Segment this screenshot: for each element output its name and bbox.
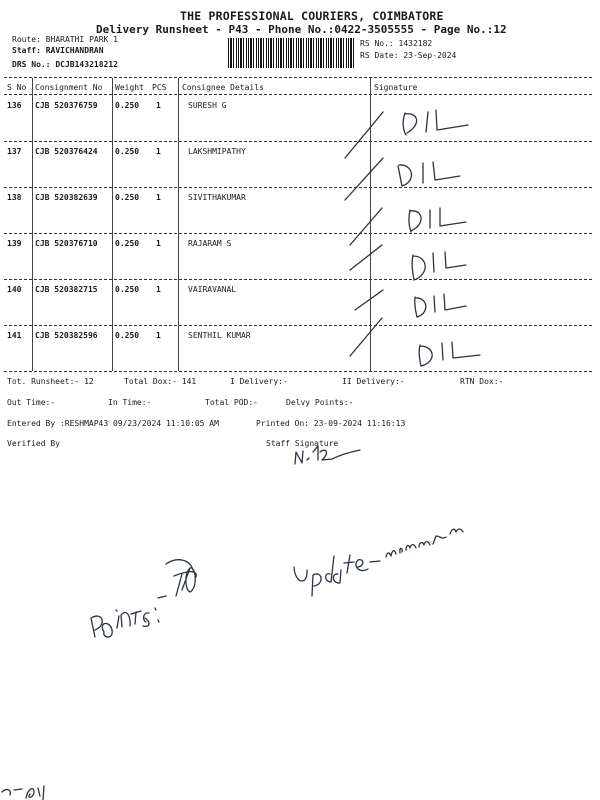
- route-label: Route: BHARATHI PARK 1: [12, 35, 118, 44]
- row-sno: 136: [7, 101, 22, 110]
- col-signature-header: Signature: [374, 83, 418, 92]
- drs-number: DRS No.: DCJB143218212: [12, 60, 118, 69]
- row-pcs: 1: [156, 239, 161, 248]
- row-consignment: CJB 520376759: [35, 101, 98, 110]
- total-pod: Total POD:-: [205, 398, 258, 407]
- staff-signature-label: Staff Signature: [266, 439, 339, 448]
- row-consignment: CJB 520376424: [35, 147, 98, 156]
- signature-mark: [350, 208, 466, 245]
- col-consignment-header: Consignment No: [35, 83, 103, 92]
- verified-by: Verified By: [7, 439, 60, 448]
- row-sno: 138: [7, 193, 22, 202]
- handwritten-update-note: [294, 529, 463, 596]
- first-delivery: I Delivery:-: [230, 377, 288, 386]
- row-consignee: SENTHIL KUMAR: [188, 331, 251, 340]
- row-pcs: 1: [156, 285, 161, 294]
- return-dox: RTN Dox:-: [460, 377, 504, 386]
- signature-mark: [355, 290, 466, 317]
- row-weight: 0.250: [115, 101, 140, 110]
- row-pcs: 1: [156, 331, 161, 340]
- out-time: Out Time:-: [7, 398, 56, 407]
- signature-mark: [345, 110, 468, 158]
- handwritten-margin-note: [2, 786, 44, 800]
- row-sno: 141: [7, 331, 22, 340]
- row-pcs: 1: [156, 101, 161, 110]
- row-consignment: CJB 520382639: [35, 193, 98, 202]
- row-weight: 0.250: [115, 193, 140, 202]
- row-consignee: SURESH G: [188, 101, 227, 110]
- row-consignee: LAKSHMIPATHY: [188, 147, 246, 156]
- in-time: In Time:-: [108, 398, 152, 407]
- second-delivery: II Delivery:-: [342, 377, 405, 386]
- entered-by: Entered By :RESHMAP43 09/23/2024 11:10:05 AM: [7, 419, 219, 428]
- row-consignment: CJB 520382715: [35, 285, 98, 294]
- staff-signature-mark: [295, 446, 360, 464]
- col-pcs-header: PCS: [152, 83, 167, 92]
- row-weight: 0.250: [115, 331, 140, 340]
- row-consignee: VAIRAVANAL: [188, 285, 237, 294]
- total-runsheet: Tot. Runsheet:- 12: [7, 377, 94, 386]
- col-weight-header: Weight: [115, 83, 144, 92]
- row-consignment: CJB 520376710: [35, 239, 98, 248]
- col-sno-header: S No: [7, 83, 27, 92]
- delivery-points: Delvy Points:-: [286, 398, 354, 407]
- rs-number: RS No.: 1432182: [360, 39, 433, 48]
- row-consignee: SIVITHAKUMAR: [188, 193, 246, 202]
- rs-date: RS Date: 23-Sep-2024: [360, 51, 457, 60]
- signature-mark: [350, 245, 466, 280]
- staff-label: Staff: RAVICHANDRAN: [12, 46, 104, 55]
- row-weight: 0.250: [115, 239, 140, 248]
- row-weight: 0.250: [115, 285, 140, 294]
- company-title: THE PROFESSIONAL COURIERS, COIMBATORE: [180, 9, 444, 23]
- row-consignment: CJB 520382596: [35, 331, 98, 340]
- handwritten-points-note: [91, 560, 196, 637]
- row-pcs: 1: [156, 147, 161, 156]
- total-dox: Total Dox:- 141: [124, 377, 197, 386]
- col-consignee-header: Consignee Details: [182, 83, 264, 92]
- row-sno: 140: [7, 285, 22, 294]
- signature-mark: [345, 158, 460, 200]
- printed-on: Printed On: 23-09-2024 11:16:13: [256, 419, 406, 428]
- signature-mark: [350, 318, 480, 366]
- row-pcs: 1: [156, 193, 161, 202]
- row-consignee: RAJARAM S: [188, 239, 232, 248]
- row-weight: 0.250: [115, 147, 140, 156]
- row-sno: 139: [7, 239, 22, 248]
- row-sno: 137: [7, 147, 22, 156]
- runsheet-title: Delivery Runsheet - P43 - Phone No.:0422-3505555 - Page No.:12: [96, 23, 507, 36]
